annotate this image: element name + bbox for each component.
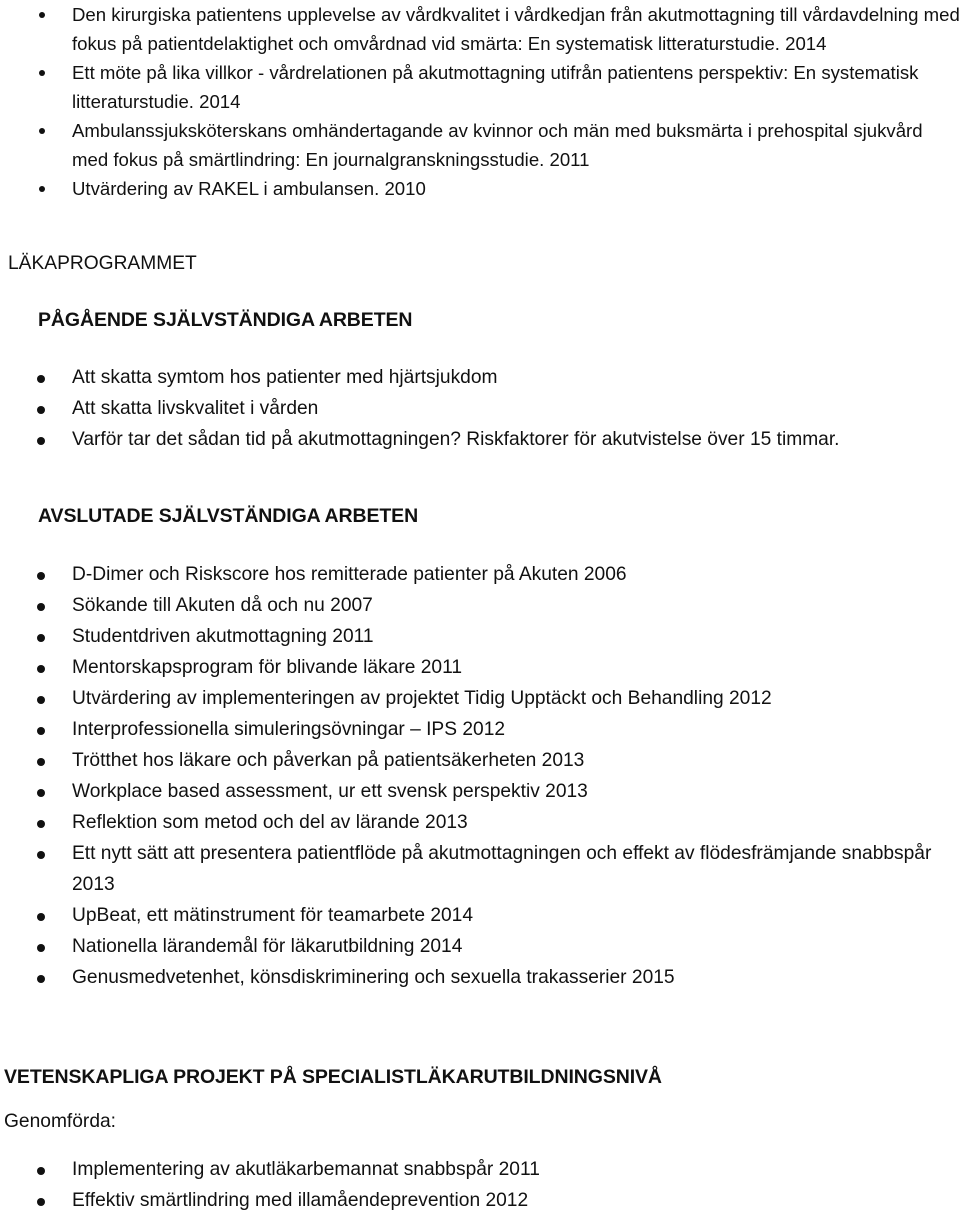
list-item: Studentdriven akutmottagning 2011	[0, 621, 960, 652]
list-item: Den kirurgiska patientens upplevelse av vårdkvalitet i vårdkedjan från akutmottagning till vårdavdelning med fokus på patientdelaktighet och omvårdnad vid smärta: En systematisk litteraturstudie. 2014	[0, 0, 960, 58]
list-item: UpBeat, ett mätinstrument för teamarbete 2014	[0, 900, 960, 931]
pagaende-list	[0, 362, 960, 455]
section-title-lakarprogrammet: LÄKAPROGRAMMET	[8, 253, 197, 274]
list-item: Utvärdering av RAKEL i ambulansen. 2010	[0, 174, 960, 203]
nursing-thesis-list	[0, 0, 960, 203]
list-item: Workplace based assessment, ur ett svensk perspektiv 2013	[0, 776, 960, 807]
list-item: Trötthet hos läkare och påverkan på patientsäkerheten 2013	[0, 745, 960, 776]
list-item: Utvärdering av implementeringen av projektet Tidig Upptäckt och Behandling 2012	[0, 683, 960, 714]
list-item: Interprofessionella simuleringsövningar – IPS 2012	[0, 714, 960, 745]
list-item: Mentorskapsprogram för blivande läkare 2011	[0, 652, 960, 683]
list-item: Att skatta symtom hos patienter med hjärtsjukdom	[0, 362, 960, 393]
heading-vetenskapliga: VETENSKAPLIGA PROJEKT PÅ SPECIALISTLÄKARUTBILDNINGSNIVÅ	[4, 1066, 662, 1088]
list-item: Reflektion som metod och del av lärande 2013	[0, 807, 960, 838]
heading-avslutade: AVSLUTADE SJÄLVSTÄNDIGA ARBETEN	[38, 505, 419, 527]
list-item: D-Dimer och Riskscore hos remitterade patienter på Akuten 2006	[0, 559, 960, 590]
list-item: Varför tar det sådan tid på akutmottagningen? Riskfaktorer för akutvistelse över 15 timmar.	[0, 424, 960, 455]
avslutade-list	[0, 559, 960, 993]
list-item: Nationella lärandemål för läkarutbildning 2014	[0, 931, 960, 962]
list-item: Genusmedvetenhet, könsdiskriminering och sexuella trakasserier 2015	[0, 962, 960, 993]
subheading-genomforda: Genomförda:	[4, 1111, 116, 1132]
heading-pagaende: PÅGÅENDE SJÄLVSTÄNDIGA ARBETEN	[38, 309, 413, 331]
list-item: Implementering av akutläkarbemannat snabbspår 2011	[0, 1154, 960, 1185]
list-item: Ambulanssjuksköterskans omhändertagande av kvinnor och män med buksmärta i prehospital sjukvård med fokus på smärtlindring: En journalgranskningsstudie. 2011	[0, 116, 960, 174]
genomforda-list	[0, 1154, 960, 1216]
list-item: Att skatta livskvalitet i vården	[0, 393, 960, 424]
list-item: Sökande till Akuten då och nu 2007	[0, 590, 960, 621]
list-item: Ett möte på lika villkor - vårdrelationen på akutmottagning utifrån patientens perspektiv: En systematisk litteraturstudie. 2014	[0, 58, 960, 116]
list-item: Effektiv smärtlindring med illamåendeprevention 2012	[0, 1185, 960, 1216]
list-item: Ett nytt sätt att presentera patientflöde på akutmottagningen och effekt av flödesfrämjande snabbspår 2013	[0, 838, 960, 900]
